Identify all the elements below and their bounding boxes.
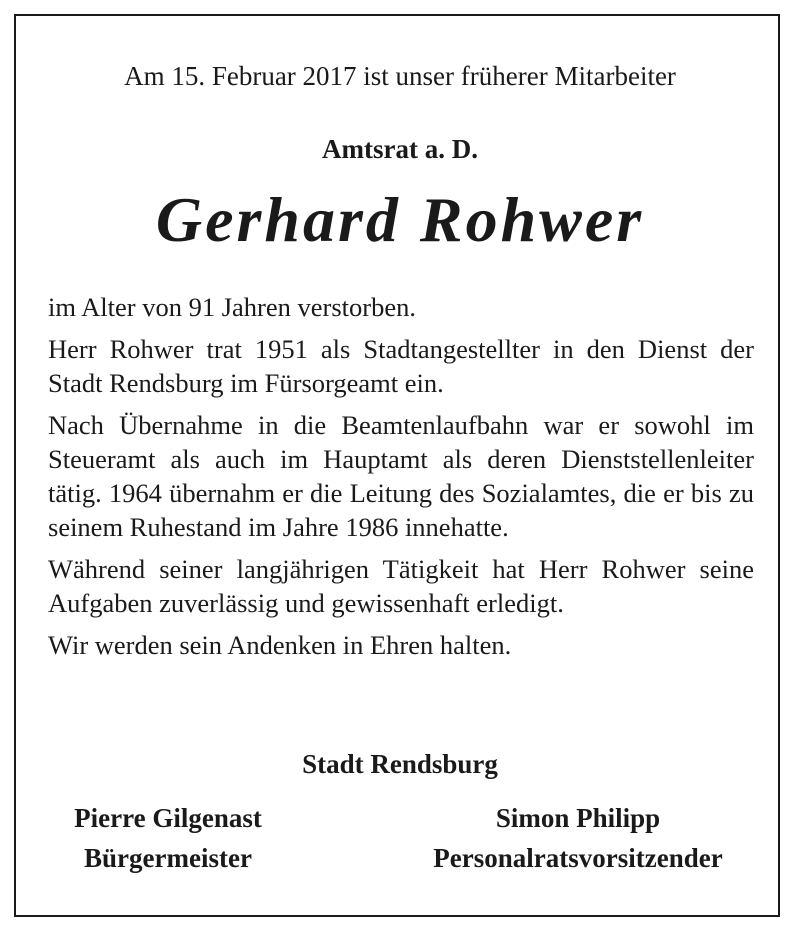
signatory-name: Pierre Gilgenast xyxy=(74,803,262,833)
paragraph-career: Nach Übernahme in die Beamtenlaufbahn war er sowohl im Steueramt als auch im Hauptamt als deren Dienststellenleiter tätig. 1964 übernahm er die Leitung des Sozialamtes, die er bis zu seinem Ruhestand im Jahre 1986 innehatte. xyxy=(48,410,754,542)
paragraph-tribute: Während seiner langjährigen Tätigkeit hat Herr Rohwer seine Aufgaben zuverlässig und gewissenhaft erledigt. xyxy=(48,554,754,618)
signatory-role: Personalratsvorsitzender xyxy=(433,843,723,873)
intro-text: Am 15. Februar 2017 ist unser früherer Mitarbeiter xyxy=(124,61,676,91)
signatory-left xyxy=(48,798,288,878)
signatory-role: Bürgermeister xyxy=(84,843,252,873)
signatory-name: Simon Philipp xyxy=(495,803,661,833)
paragraph-closing: Wir werden sein Andenken in Ehren halten. xyxy=(48,630,512,660)
signatory-right xyxy=(402,798,754,878)
deceased-name: Gerhard Rohwer xyxy=(155,184,645,255)
paragraph-age: im Alter von 91 Jahren verstorben. xyxy=(48,292,416,322)
organization-name: Stadt Rendsburg xyxy=(302,749,498,779)
notice-body xyxy=(48,290,754,670)
rank-title: Amtsrat a. D. xyxy=(322,134,478,164)
paragraph-entry: Herr Rohwer trat 1951 als Stadtangestellter in den Dienst der Stadt Rendsburg im Fürsorgeamt ein. xyxy=(48,334,754,398)
